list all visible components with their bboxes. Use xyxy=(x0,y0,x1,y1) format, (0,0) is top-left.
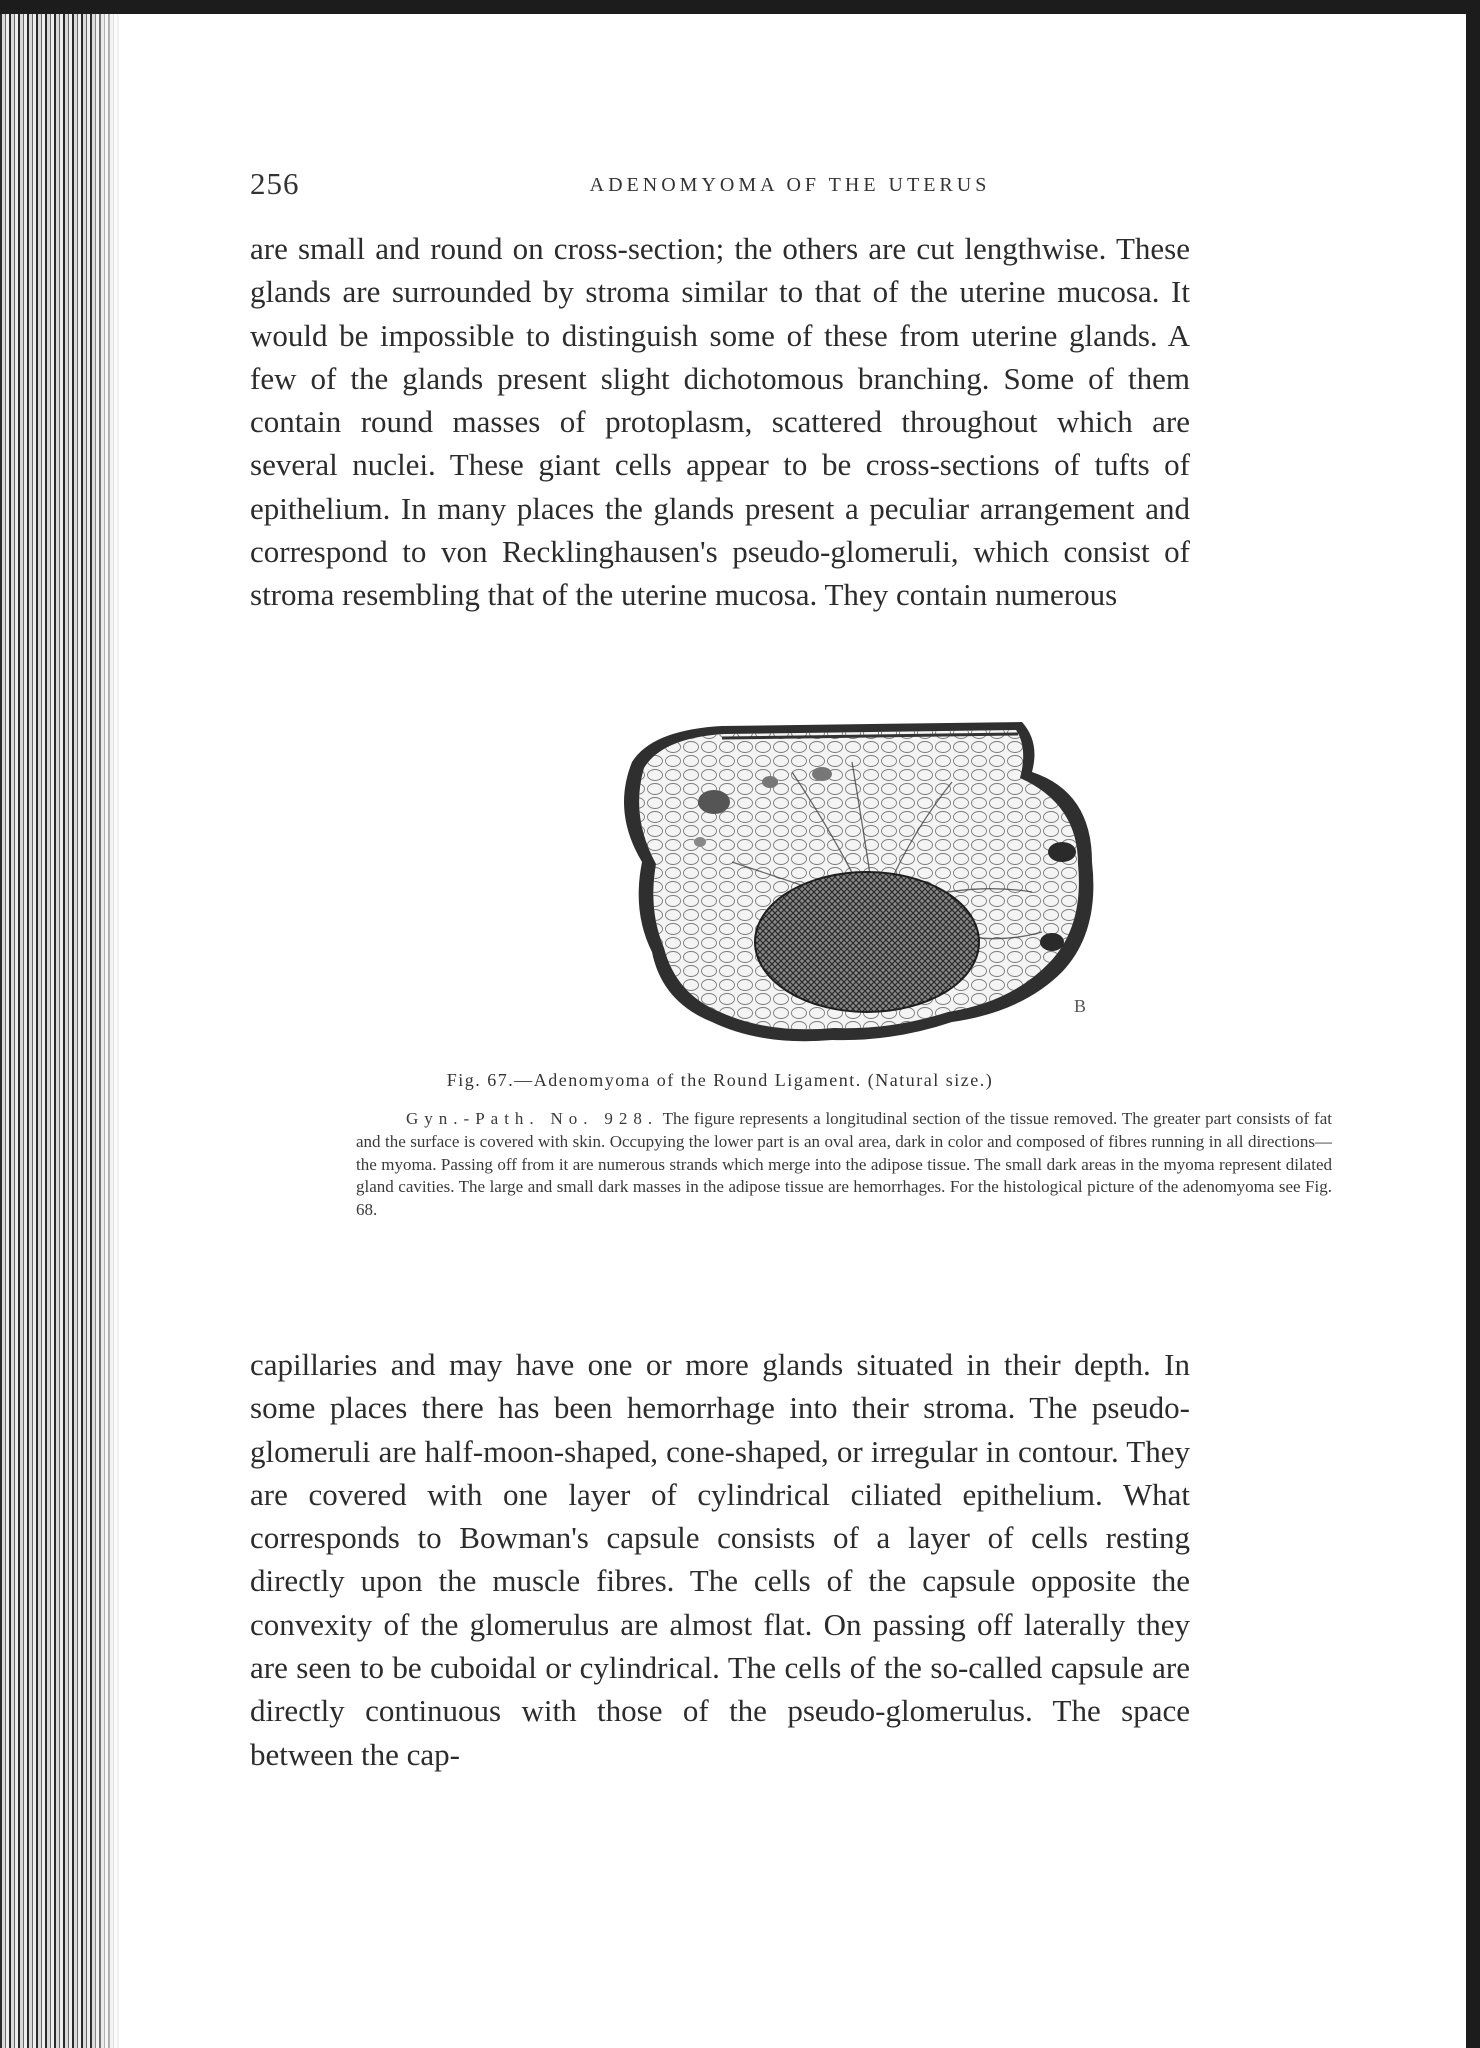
figure-caption-body: The figure represents a longitudinal section of the tissue removed. The greater part consists of fat and the surface is covered with skin. Occupying the lower part is an oval area, dark in color and composed of fibres running in all directions—the myoma. Passing off from it are numerous strands which merge into the adipose tissue. The small dark areas in the myoma represent dilated gland cavities. The large and small dark masses in the adipose tissue are hemorrhages. For the histological picture of the adenomyoma see Fig. 68. xyxy=(356,1109,1332,1220)
artist-signature: B xyxy=(1074,996,1087,1016)
figure-caption-reference: Gyn.-Path. No. 928. xyxy=(406,1109,659,1128)
body-paragraph-bottom: capillaries and may have one or more glands situated in their depth. In some places there has been hemorrhage into their stroma. The pseudo-glomeruli are half-moon-shaped, cone-shaped, or irregular in contour. They are covered with one layer of cylindrical ciliated epithelium. What corresponds to Bowman's capsule consists of a layer of cells resting directly upon the muscle fibres. The cells of the capsule opposite the convexity of the glomerulus are almost flat. On passing off laterally they are seen to be cuboidal or cylindrical. The cells of the so-called capsule are directly continuous with those of the pseudo-glomerulus. The space between the cap- xyxy=(250,1347,1190,1772)
tissue-section-drawing xyxy=(592,712,1104,1052)
figure-caption xyxy=(356,1108,1332,1222)
body-paragraph-top: are small and round on cross-section; the others are cut lengthwise. These glands are surrounded by stroma similar to that of the uterine mucosa. It would be impossible to distinguish some of these from uterine glands. A few of the glands present slight dichotomous branching. Some of them contain round masses of protoplasm, scattered throughout which are several nuclei. These giant cells appear to be cross-sections of tufts of epithelium. In many places the glands present a peculiar arrangement and correspond to von Recklinghausen's pseudo-glomeruli, which consist of stroma resembling that of the uterine mucosa. They contain numerous xyxy=(250,231,1190,613)
running-head: ADENOMYOMA OF THE UTERUS xyxy=(589,174,991,196)
book-page-edges xyxy=(0,14,120,2048)
page-number: 256 xyxy=(250,166,300,201)
page-header xyxy=(250,162,1180,212)
scan-top-border xyxy=(0,0,1480,14)
figure-title: Fig. 67.—Adenomyoma of the Round Ligament. (Natural size.) xyxy=(446,1070,994,1090)
scan-right-border xyxy=(1466,0,1480,2048)
figure-illustration xyxy=(592,712,1104,1052)
